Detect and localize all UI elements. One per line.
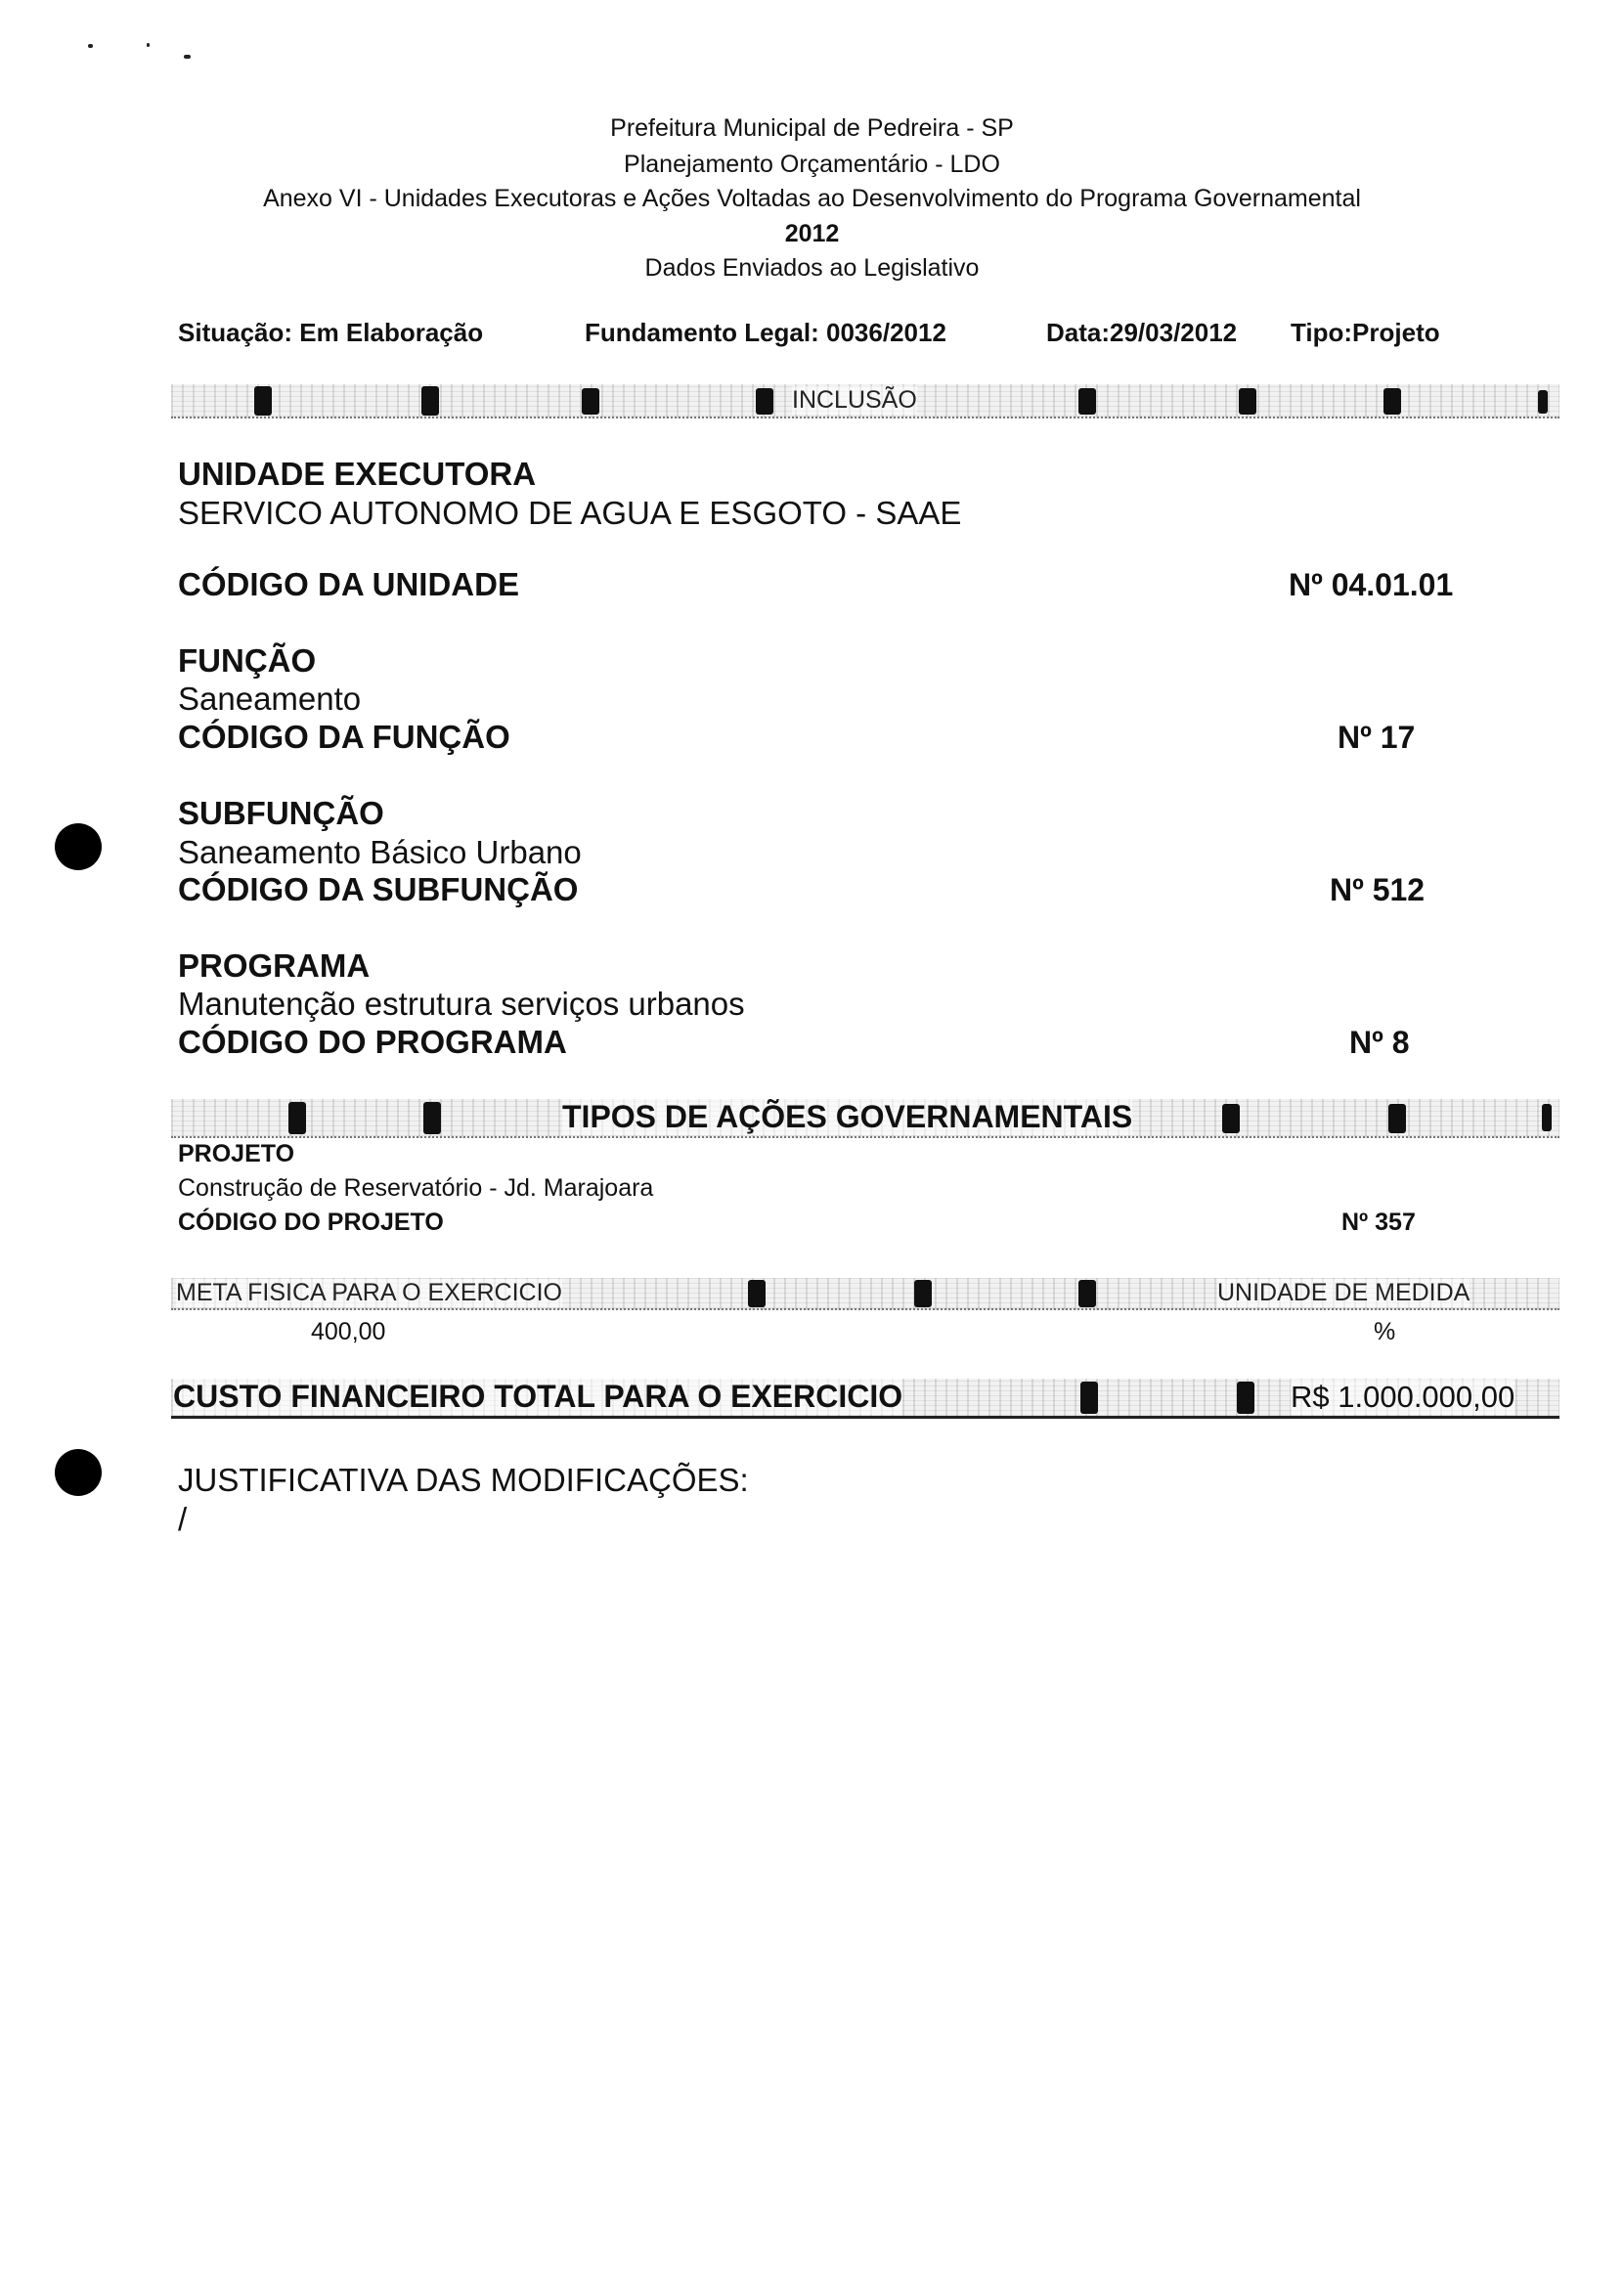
projeto-value: Construção de Reservatório - Jd. Marajoara (178, 1174, 654, 1202)
punch-hole-dot (55, 1449, 102, 1496)
unidade-code-label: CÓDIGO DA UNIDADE (178, 566, 519, 602)
scan-blob (254, 386, 272, 416)
header-year: 2012 (784, 220, 840, 247)
punch-hole-dot (55, 823, 102, 870)
scan-blob (1080, 1382, 1098, 1414)
meta-fisica-label: META FISICA PARA O EXERCICIO (176, 1279, 562, 1306)
subfuncao-value: Saneamento Básico Urbano (178, 834, 582, 870)
header-line-2: Planejamento Orçamentário - LDO (624, 151, 1000, 178)
header-line-3: Anexo VI - Unidades Executoras e Ações Voltadas ao Desenvolvimento do Programa Governamental (263, 185, 1361, 212)
unidade-medida-label: UNIDADE DE MEDIDA (1217, 1279, 1470, 1306)
programa-code-value: Nº 8 (1349, 1025, 1410, 1060)
funcao-code-label: CÓDIGO DA FUNÇÃO (178, 719, 510, 755)
scan-blob (1239, 388, 1256, 415)
scan-blob (1222, 1104, 1240, 1133)
unidade-value: SERVICO AUTONOMO DE AGUA E ESGOTO - SAAE (178, 495, 962, 531)
custo-label: CUSTO FINANCEIRO TOTAL PARA O EXERCICIO (173, 1379, 903, 1414)
scan-blob (423, 1102, 441, 1134)
unidade-heading: UNIDADE EXECUTORA (178, 456, 537, 492)
scan-blob (914, 1280, 932, 1307)
scan-blob (1078, 388, 1096, 415)
programa-heading: PROGRAMA (178, 947, 371, 984)
tipos-acoes-label: TIPOS DE AÇÕES GOVERNAMENTAIS (562, 1099, 1133, 1134)
scan-blob (288, 1102, 306, 1134)
programa-value: Manutenção estrutura serviços urbanos (178, 986, 745, 1022)
scan-blob (421, 386, 439, 416)
scan-blob (756, 388, 773, 415)
scan-blob (1542, 1104, 1552, 1131)
projeto-code-label: CÓDIGO DO PROJETO (178, 1209, 444, 1236)
inclusao-label: INCLUSÃO (792, 386, 917, 414)
funcao-code-value: Nº 17 (1338, 720, 1416, 755)
scan-blob (1078, 1280, 1096, 1307)
scan-blob (1388, 1104, 1406, 1133)
meta-fisica-bar (171, 1278, 1559, 1310)
scan-speck (88, 44, 93, 48)
funcao-heading: FUNÇÃO (178, 642, 317, 679)
situacao: Situação: Em Elaboração (178, 318, 484, 347)
programa-code-label: CÓDIGO DO PROGRAMA (178, 1024, 567, 1060)
unidade-medida-value: % (1374, 1318, 1396, 1345)
subfuncao-heading: SUBFUNÇÃO (178, 795, 384, 831)
scan-blob (1383, 388, 1401, 415)
unidade-code-value: Nº 04.01.01 (1289, 567, 1454, 602)
header-line-5: Dados Enviados ao Legislativo (644, 254, 980, 282)
subfuncao-code-value: Nº 512 (1330, 872, 1426, 907)
scan-blob (748, 1280, 766, 1307)
fundamento-legal: Fundamento Legal: 0036/2012 (585, 318, 946, 347)
scan-blob (1237, 1382, 1254, 1414)
inclusao-bar (171, 384, 1559, 418)
header-line-1: Prefeitura Municipal de Pedreira - SP (610, 114, 1014, 142)
projeto-heading: PROJETO (178, 1140, 295, 1167)
tipo: Tipo:Projeto (1291, 318, 1440, 347)
funcao-value: Saneamento (178, 681, 362, 717)
scan-blob (582, 388, 599, 415)
meta-fisica-value: 400,00 (311, 1318, 386, 1345)
custo-bar (171, 1379, 1559, 1419)
scan-speck (147, 43, 150, 47)
scan-blob (1538, 390, 1548, 414)
scan-speck (184, 55, 191, 59)
tipos-acoes-bar (171, 1099, 1559, 1138)
justificativa-value: / (178, 1501, 188, 1537)
custo-value: R$ 1.000.000,00 (1291, 1380, 1515, 1414)
data: Data:29/03/2012 (1046, 318, 1238, 347)
subfuncao-code-label: CÓDIGO DA SUBFUNÇÃO (178, 871, 579, 907)
projeto-code-value: Nº 357 (1341, 1209, 1416, 1236)
justificativa-label: JUSTIFICATIVA DAS MODIFICAÇÕES: (178, 1462, 749, 1498)
